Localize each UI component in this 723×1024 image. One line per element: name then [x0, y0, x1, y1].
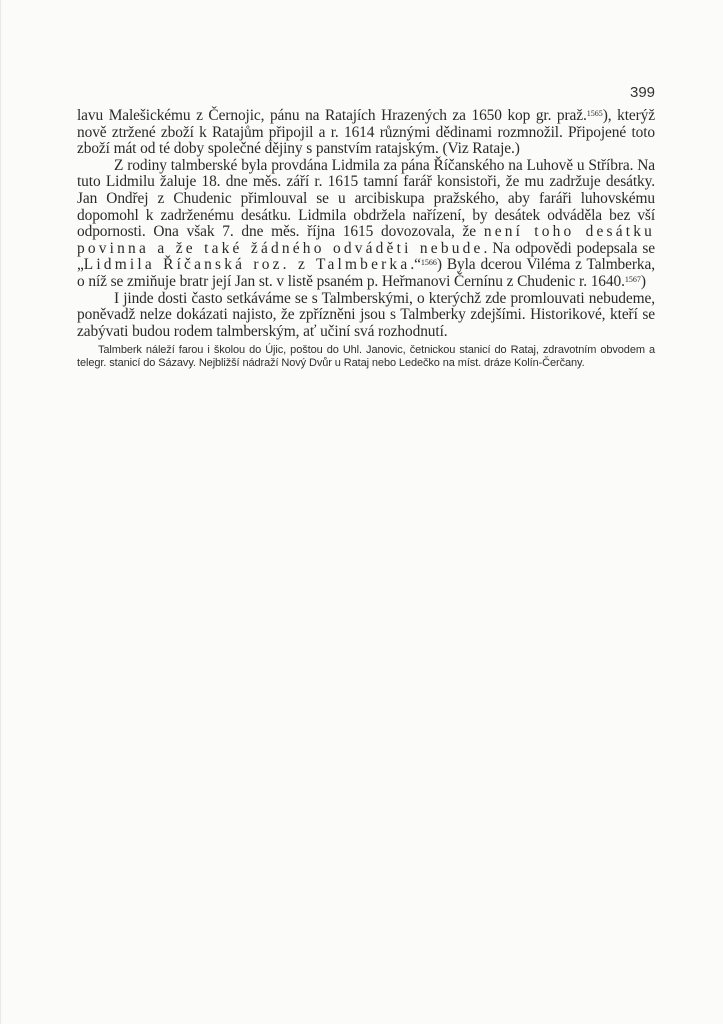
paragraph — [77, 158, 655, 291]
paragraph — [77, 108, 655, 158]
page-number: 399 — [630, 84, 656, 101]
paragraph — [77, 291, 655, 341]
footnote-reference: 1567 — [624, 274, 641, 284]
footnote: Talmberk náleží farou i školou do Újic, poštou do Uhl. Janovic, četnickou stanicí do Rataj, zdravotním obvodem a telegr. stanicí do Sázavy. Nejbližší nádraží Nový Dvůr u Rataj nebo Ledečko na míst. dráze Kolín-Čerčany. — [77, 344, 655, 370]
text-run: Z rodiny talmberské byla provdána Lidmila za pána Říčanského na Luhově u Stříbra. Na tuto Lidmilu žaluje 18. dne měs. září r. 1615 tamní farář konsistoři, že mu zadržuje desátky. Jan Ondřej z Chudenic přimlouval se u arcibiskupa pražského, aby faráři luhovskému dopomohl k zadrženému desátku. Lidmila obdržela nařízení, by desátek odváděla bez vší odpornosti. Ona však 7. dne měs. října 1615 dovozovala, že — [77, 156, 655, 241]
spaced-emphasis: není toho desátku povinna a že také žádného odváděti nebude — [77, 223, 655, 257]
text-run: I jinde dosti často setkáváme se s Talmberskými, o kterýchž zde promlouvati nebudeme, poněvadž nelze dokázati najisto, že zpřízněni jsou s Talmberky zdejšími. Historikové, kteří se zabývati budou rodem talmberským, ať učiní svá rozhodnutí. — [77, 289, 655, 340]
body-text — [77, 108, 655, 370]
footnote-reference: 1566 — [420, 258, 437, 268]
page-edge — [0, 0, 1, 1024]
text-run: . Na odpovědi podepsala se „ — [77, 239, 655, 274]
text-run: ) Byla dcerou Viléma z Talmberka, o níž se zmiňuje bratr její Jan st. v listě psaném p. Heřmanovi Černínu z Chudenic r. 1640. — [77, 256, 655, 290]
text-run: ) — [640, 272, 646, 290]
text-run: .“ — [410, 256, 421, 274]
spaced-emphasis: Lidmila Říčanská roz. z Talmberka — [83, 256, 411, 274]
footnote-reference: 1565 — [586, 109, 603, 118]
text-run: ), kterýž nově ztržené zboží k Ratajům připojil a r. 1614 různými dědinami rozmnožil. Připojené toto zboží mát od té doby společné dějiny s panstvím ratajským. (Viz Rataje.) — [77, 107, 655, 158]
text-run: lavu Malešickému z Černojic, pánu na Ratajích Hrazených za 1650 kop gr. praž. — [77, 107, 587, 124]
